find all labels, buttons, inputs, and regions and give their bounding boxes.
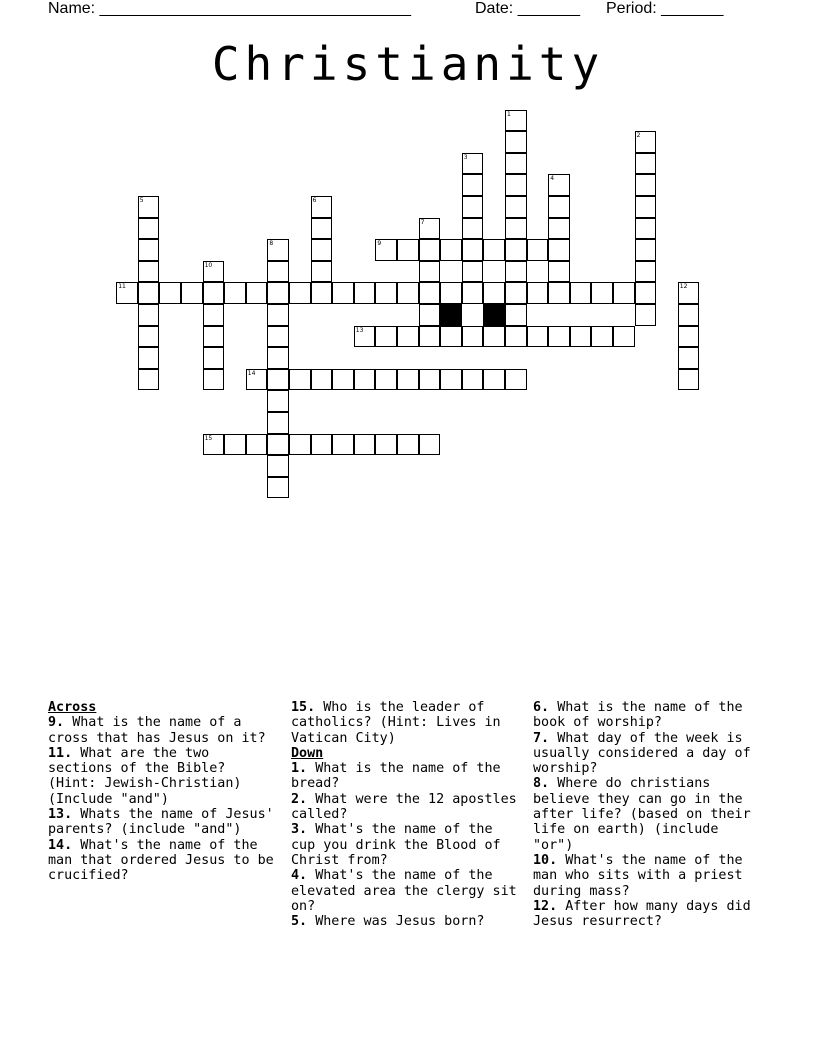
grid-cell[interactable] xyxy=(440,239,462,261)
grid-cell[interactable] xyxy=(311,434,333,456)
grid-cell[interactable] xyxy=(203,261,225,283)
clue-text: What's the name of the cup you drink the Blood of Christ from? xyxy=(291,822,501,868)
grid-cell[interactable] xyxy=(419,434,441,456)
page-title: Christianity xyxy=(211,37,605,91)
cell-number: 9 xyxy=(377,240,382,248)
grid-cell[interactable] xyxy=(267,412,289,434)
grid-cell[interactable] xyxy=(505,261,527,283)
date-field-label: Date: _______ xyxy=(475,0,580,17)
grid-cell[interactable] xyxy=(527,326,549,348)
crossword-grid xyxy=(0,0,816,520)
cell-number: 2 xyxy=(636,132,641,140)
cell-number: 8 xyxy=(269,240,274,248)
grid-cell[interactable] xyxy=(548,174,570,196)
grid-cell[interactable] xyxy=(397,434,419,456)
grid-cell[interactable] xyxy=(548,239,570,261)
clue-across-13 xyxy=(48,807,280,838)
clue-column-3 xyxy=(533,700,765,929)
grid-cell[interactable] xyxy=(419,261,441,283)
grid-cell[interactable] xyxy=(289,434,311,456)
cell-number: 15 xyxy=(204,434,213,442)
grid-cell[interactable] xyxy=(267,477,289,499)
cell-number: 5 xyxy=(139,197,144,204)
grid-cell[interactable] xyxy=(397,239,419,261)
grid-cell[interactable] xyxy=(462,239,484,261)
cell-number: 1 xyxy=(507,110,511,118)
clue-text: What day of the week is usually considered a day of worship? xyxy=(533,730,751,777)
grid-cell[interactable] xyxy=(203,434,225,456)
grid-cell[interactable] xyxy=(267,304,289,326)
grid-cell[interactable] xyxy=(267,390,289,412)
grid-cell[interactable] xyxy=(138,239,160,261)
clue-text: What's the name of the man that ordered Jesus to be crucified? xyxy=(48,837,274,884)
grid-cell[interactable] xyxy=(635,153,657,175)
grid-cell[interactable] xyxy=(375,434,397,456)
grid-cell[interactable] xyxy=(246,369,268,391)
clue-number: 10. xyxy=(533,852,558,868)
grid-cell[interactable] xyxy=(311,196,333,218)
grid-cell[interactable] xyxy=(332,369,354,391)
clue-text: Whats the name of Jesus' parents? (include "and") xyxy=(48,807,274,838)
clue-text: After how many days did Jesus resurrect? xyxy=(533,898,751,930)
grid-cell[interactable] xyxy=(203,304,225,326)
grid-cell[interactable] xyxy=(116,282,138,304)
clue-number: 7. xyxy=(533,730,550,746)
cell-number: 10 xyxy=(204,261,213,269)
grid-cell[interactable] xyxy=(440,326,462,348)
grid-cell[interactable] xyxy=(483,326,505,348)
grid-cell[interactable] xyxy=(505,218,527,240)
grid-cell[interactable] xyxy=(678,326,700,348)
name-field-label: Name: ___________________________________ xyxy=(48,0,412,17)
clue-number: 3. xyxy=(291,822,308,838)
cell-number: 12 xyxy=(679,283,688,291)
grid-cell[interactable] xyxy=(591,326,613,348)
grid-cell[interactable] xyxy=(419,239,441,261)
grid-cell[interactable] xyxy=(678,347,700,369)
grid-cell[interactable] xyxy=(440,369,462,391)
grid-cell[interactable] xyxy=(311,239,333,261)
grid-cell[interactable] xyxy=(483,282,505,304)
cell-number: 14 xyxy=(247,369,256,377)
clue-down-10 xyxy=(533,853,765,899)
grid-cell[interactable] xyxy=(527,239,549,261)
grid-cell[interactable] xyxy=(138,282,160,304)
clue-down-2 xyxy=(291,792,523,823)
across-heading: Across xyxy=(48,700,97,715)
grid-cell[interactable] xyxy=(635,174,657,196)
grid-cell[interactable] xyxy=(505,131,527,153)
clue-down-12 xyxy=(533,899,765,930)
clue-number: 6. xyxy=(533,700,550,715)
clue-down-7 xyxy=(533,731,765,777)
clue-across-14 xyxy=(48,838,280,884)
grid-cell[interactable] xyxy=(267,261,289,283)
clue-down-4 xyxy=(291,868,523,914)
grid-cell[interactable] xyxy=(311,282,333,304)
grid-cell[interactable] xyxy=(419,369,441,391)
grid-cell[interactable] xyxy=(419,282,441,304)
grid-cell[interactable] xyxy=(440,282,462,304)
grid-cell[interactable] xyxy=(203,282,225,304)
grid-cell[interactable] xyxy=(462,153,484,175)
clue-number: 1. xyxy=(291,761,308,777)
grid-cell[interactable] xyxy=(570,326,592,348)
grid-cell[interactable] xyxy=(505,196,527,218)
grid-cell[interactable] xyxy=(462,369,484,391)
grid-cell[interactable] xyxy=(505,110,527,132)
clue-column-2 xyxy=(291,700,523,929)
clue-number: 8. xyxy=(533,776,550,792)
clue-text: What's the name of the elevated area the clergy sit on? xyxy=(291,868,517,914)
grid-cell[interactable] xyxy=(138,261,160,283)
grid-cell[interactable] xyxy=(462,282,484,304)
grid-cell[interactable] xyxy=(548,196,570,218)
grid-cell[interactable] xyxy=(138,196,160,218)
grid-cell[interactable] xyxy=(548,326,570,348)
grid-cell[interactable] xyxy=(138,347,160,369)
clue-text: What is the name of the bread? xyxy=(291,761,501,792)
grid-cell[interactable] xyxy=(419,326,441,348)
grid-cell[interactable] xyxy=(678,369,700,391)
cell-number: 3 xyxy=(463,153,468,161)
grid-cell[interactable] xyxy=(505,304,527,326)
grid-cell[interactable] xyxy=(419,218,441,240)
grid-cell[interactable] xyxy=(505,369,527,391)
clue-text: What's the name of the man who sits with a priest during mass? xyxy=(533,852,743,899)
grid-cell[interactable] xyxy=(267,326,289,348)
grid-cell[interactable] xyxy=(311,369,333,391)
clue-down-6 xyxy=(533,700,765,731)
cell-number: 13 xyxy=(355,326,364,334)
grid-cell[interactable] xyxy=(397,282,419,304)
grid-cell[interactable] xyxy=(462,261,484,283)
grid-cell[interactable] xyxy=(397,369,419,391)
clue-across-9 xyxy=(48,715,280,746)
clue-number: 11. xyxy=(48,745,73,761)
grid-cell[interactable] xyxy=(267,347,289,369)
grid-cell[interactable] xyxy=(375,369,397,391)
grid-cell[interactable] xyxy=(635,196,657,218)
cell-number: 11 xyxy=(118,283,126,291)
grid-cell[interactable] xyxy=(397,326,419,348)
period-field-label: Period: _______ xyxy=(606,0,724,17)
grid-cell[interactable] xyxy=(289,369,311,391)
grid-cell[interactable] xyxy=(138,304,160,326)
clue-number: 9. xyxy=(48,715,65,731)
grid-cell[interactable] xyxy=(224,434,246,456)
grid-cell[interactable] xyxy=(548,282,570,304)
grid-cell[interactable] xyxy=(138,218,160,240)
grid-cell[interactable] xyxy=(267,455,289,477)
clue-down-3 xyxy=(291,822,523,868)
grid-cell[interactable] xyxy=(591,282,613,304)
grid-cell[interactable] xyxy=(548,261,570,283)
grid-cell[interactable] xyxy=(505,239,527,261)
clue-text: What are the two sections of the Bible? (Hint: Jewish-Christian) (Include "and") xyxy=(48,745,242,807)
grid-cell[interactable] xyxy=(505,326,527,348)
clue-text: Who is the leader of catholics? (Hint: Lives in Vatican City) xyxy=(291,700,501,746)
grid-cell[interactable] xyxy=(224,282,246,304)
cell-number: 4 xyxy=(550,175,555,183)
grid-cell[interactable] xyxy=(267,369,289,391)
grid-cell[interactable] xyxy=(613,282,635,304)
clue-text: What is the name of the book of worship? xyxy=(533,700,743,731)
grid-cell[interactable] xyxy=(462,174,484,196)
grid-cell[interactable] xyxy=(375,326,397,348)
grid-cell[interactable] xyxy=(462,196,484,218)
grid-cell[interactable] xyxy=(462,326,484,348)
grid-cell[interactable] xyxy=(354,326,376,348)
grid-cell[interactable] xyxy=(311,261,333,283)
grid-cell[interactable] xyxy=(311,218,333,240)
grid-cell[interactable] xyxy=(203,326,225,348)
grid-cell[interactable] xyxy=(246,282,268,304)
clue-number: 2. xyxy=(291,791,308,807)
clue-number: 4. xyxy=(291,868,308,884)
grid-cell[interactable] xyxy=(354,282,376,304)
grid-cell[interactable] xyxy=(332,282,354,304)
grid-cell[interactable] xyxy=(375,282,397,304)
grid-cell[interactable] xyxy=(635,261,657,283)
down-heading: Down xyxy=(291,745,324,761)
black-cell xyxy=(440,304,462,326)
grid-cell[interactable] xyxy=(375,239,397,261)
grid-cell[interactable] xyxy=(613,326,635,348)
clue-number: 14. xyxy=(48,837,73,853)
cell-number: 6 xyxy=(312,197,317,204)
grid-cell[interactable] xyxy=(267,434,289,456)
grid-cell[interactable] xyxy=(635,218,657,240)
grid-cell[interactable] xyxy=(332,434,354,456)
grid-cell[interactable] xyxy=(678,282,700,304)
grid-cell[interactable] xyxy=(635,304,657,326)
clue-column-1 xyxy=(48,700,280,884)
clue-number: 5. xyxy=(291,914,308,930)
clue-text: Where was Jesus born? xyxy=(315,914,485,930)
grid-cell[interactable] xyxy=(635,239,657,261)
grid-cell[interactable] xyxy=(159,282,181,304)
grid-cell[interactable] xyxy=(505,174,527,196)
grid-cell[interactable] xyxy=(548,218,570,240)
clue-down-1 xyxy=(291,761,523,792)
grid-cell[interactable] xyxy=(203,369,225,391)
clue-across-11 xyxy=(48,746,280,807)
clue-text: Where do christians believe they can go in the after life? (based on their life on earth) (include "or") xyxy=(533,776,751,853)
grid-cell[interactable] xyxy=(678,304,700,326)
grid-cell[interactable] xyxy=(505,282,527,304)
clue-text: What were the 12 apostles called? xyxy=(291,791,517,823)
clue-across-15 xyxy=(291,700,523,746)
grid-cell[interactable] xyxy=(483,369,505,391)
clue-text: What is the name of a cross that has Jesus on it? xyxy=(48,715,266,746)
clue-down-5 xyxy=(291,914,523,929)
clue-down-8 xyxy=(533,776,765,852)
grid-cell[interactable] xyxy=(267,239,289,261)
grid-cell[interactable] xyxy=(635,131,657,153)
grid-cell[interactable] xyxy=(138,326,160,348)
grid-cell[interactable] xyxy=(354,434,376,456)
grid-cell[interactable] xyxy=(181,282,203,304)
clue-number: 12. xyxy=(533,898,558,914)
grid-cell[interactable] xyxy=(203,347,225,369)
grid-cell[interactable] xyxy=(289,282,311,304)
grid-cell[interactable] xyxy=(527,282,549,304)
black-cell xyxy=(483,304,505,326)
grid-cell[interactable] xyxy=(267,282,289,304)
grid-cell[interactable] xyxy=(505,153,527,175)
grid-cell[interactable] xyxy=(138,369,160,391)
grid-cell[interactable] xyxy=(570,282,592,304)
cell-number: 7 xyxy=(420,218,425,226)
grid-cell[interactable] xyxy=(635,282,657,304)
grid-cell[interactable] xyxy=(419,304,441,326)
clue-number: 13. xyxy=(48,807,73,823)
clue-number: 15. xyxy=(291,700,316,715)
grid-cell[interactable] xyxy=(246,434,268,456)
grid-cell[interactable] xyxy=(354,369,376,391)
grid-cell[interactable] xyxy=(483,239,505,261)
grid-cell[interactable] xyxy=(462,218,484,240)
